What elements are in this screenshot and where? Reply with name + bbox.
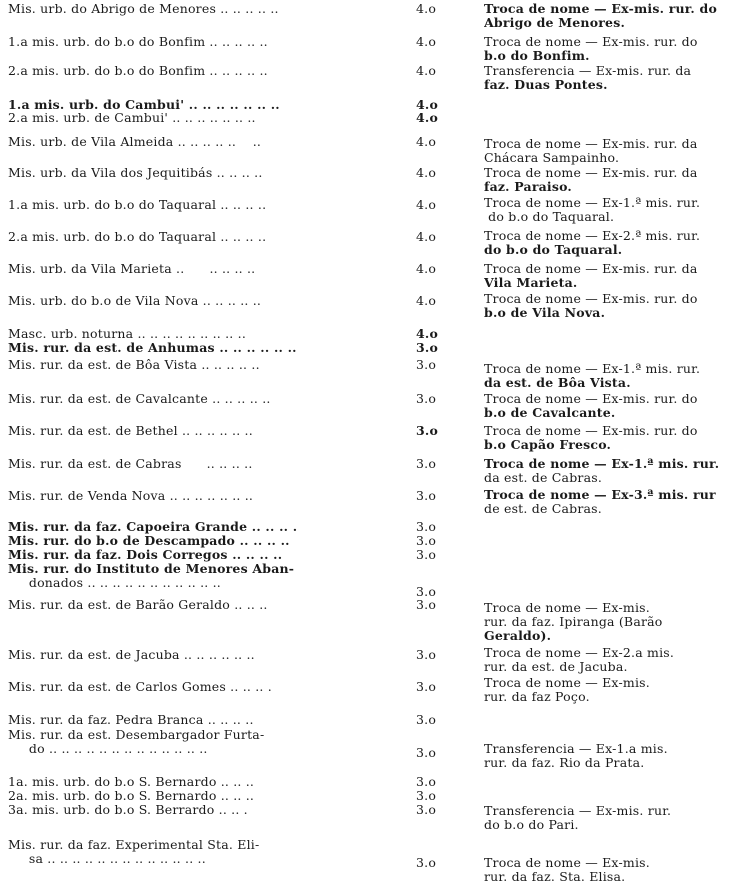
entry-name: 3a. mis. urb. do b.o S. Berrardo .. .. .	[8, 803, 248, 817]
entry-note: Transferencia — Ex-mis. rur.	[484, 804, 672, 818]
entry-name: 1.a mis. urb. do b.o do Bonfim .. .. .. .. ..	[8, 35, 268, 49]
entry-class: 4.o	[416, 110, 438, 125]
entry-name: Mis. rur. da est. de Bethel .. .. .. .. .. ..	[8, 424, 253, 438]
entry-note: Troca de nome — Ex-mis. rur. do	[484, 35, 698, 49]
entry-class: 3.o	[416, 855, 437, 870]
entry-name: Mis. rur. da est. de Anhumas .. .. .. .. .. ..	[8, 341, 297, 355]
entry-note: rur. da faz. Rio da Prata.	[484, 756, 645, 770]
entry-class: 4.o	[416, 63, 437, 78]
entry-note: Troca de nome — Ex-2.a mis.	[484, 646, 675, 660]
entry-name: donados .. .. .. .. .. .. .. .. .. .. ..	[8, 576, 221, 590]
entry-class: 3.o	[416, 802, 437, 817]
entry-name: Mis. rur. da faz. Experimental Sta. Eli-	[8, 838, 260, 852]
entry-class: 4.o	[416, 197, 437, 212]
entry-class: 4.o	[416, 326, 438, 341]
entry-name: 1.a mis. urb. do b.o do Taquaral .. .. .. ..	[8, 198, 267, 212]
entry-note: b.o Capão Fresco.	[484, 438, 612, 452]
entry-class: 3.o	[416, 597, 437, 612]
entry-class: 3.o	[416, 788, 437, 803]
entry-class: 3.o	[416, 423, 438, 438]
entry-class: 3.o	[416, 745, 437, 760]
entry-name: Mis. rur. do Instituto de Menores Aban-	[8, 562, 295, 576]
entry-name: Mis. rur. da faz. Pedra Branca .. .. .. ..	[8, 713, 254, 727]
entry-note: Transferencia — Ex-mis. rur. da	[484, 64, 692, 78]
entry-note: do b.o do Taquaral.	[484, 243, 623, 257]
entry-note: de est. de Cabras.	[484, 502, 602, 516]
entry-note: Troca de nome — Ex-3.ª mis. rur	[484, 488, 716, 502]
entry-note: Troca de nome — Ex-1.ª mis. rur.	[484, 196, 701, 210]
entry-name: Mis. rur. de Venda Nova .. .. .. .. .. .. ..	[8, 489, 254, 503]
entry-note: rur. da faz Poço.	[484, 690, 590, 704]
entry-name: Mis. urb. da Vila dos Jequitibás .. .. .. ..	[8, 166, 263, 180]
entry-class: 3.o	[416, 584, 437, 599]
entry-class: 3.o	[416, 533, 437, 548]
entry-note: da est. de Bôa Vista.	[484, 376, 631, 390]
entry-note: Chácara Sampainho.	[484, 151, 620, 165]
entry-name: Mis. rur. da est. de Jacuba .. .. .. .. .. ..	[8, 648, 255, 662]
entry-note: do b.o do Taquaral.	[484, 210, 615, 224]
entry-name: Mis. rur. da faz. Capoeira Grande .. .. .. .	[8, 520, 298, 534]
entry-name: Mis. rur. da faz. Dois Corregos .. .. .. ..	[8, 548, 283, 562]
entry-name: 2.a mis. urb. do b.o do Taquaral .. .. .. ..	[8, 230, 267, 244]
entry-name: do .. .. .. .. .. .. .. .. .. .. .. .. ..	[8, 742, 208, 756]
entry-name: 1.a mis. urb. do Cambui' .. .. .. .. .. .. ..	[8, 98, 280, 112]
entry-note: Troca de nome — Ex-mis. rur. do	[484, 424, 698, 438]
entry-class: 3.o	[416, 712, 437, 727]
entry-note: faz. Paraiso.	[484, 180, 572, 194]
entry-class: 4.o	[416, 134, 437, 149]
entry-note: rur. da faz. Sta. Elisa.	[484, 870, 626, 884]
entry-class: 3.o	[416, 456, 437, 471]
entry-note: Troca de nome — Ex-mis.	[484, 856, 650, 870]
entry-class: 4.o	[416, 165, 437, 180]
entry-name: Mis. urb. de Vila Almeida .. .. .. .. .. ..	[8, 135, 262, 149]
entry-class: 4.o	[416, 293, 437, 308]
entry-note: b.o de Cavalcante.	[484, 406, 616, 420]
entry-note: Troca de nome — Ex-mis. rur. do	[484, 292, 698, 306]
entry-class: 4.o	[416, 229, 437, 244]
entry-class: 3.o	[416, 519, 437, 534]
entry-name: Mis. urb. da Vila Marieta .. .. .. .. ..	[8, 262, 256, 276]
entry-note: Vila Marieta.	[484, 276, 578, 290]
entry-name: sa .. .. .. .. .. .. .. .. .. .. .. .. ..	[8, 852, 206, 866]
entry-class: 4.o	[416, 261, 437, 276]
entry-note: Troca de nome — Ex-mis.	[484, 676, 650, 690]
entry-note: rur. da faz. Ipiranga (Barão	[484, 615, 663, 629]
entry-class: 3.o	[416, 647, 437, 662]
entry-name: 2.a mis. urb. do b.o do Bonfim .. .. .. .. ..	[8, 64, 268, 78]
entry-note: Troca de nome — Ex-1.ª mis. rur.	[484, 362, 701, 376]
entry-name: 2.a mis. urb. de Cambui' .. .. .. .. .. .. ..	[8, 111, 256, 125]
entry-note: do b.o do Pari.	[484, 818, 579, 832]
entry-note: rur. da est. de Jacuba.	[484, 660, 628, 674]
entry-note: Troca de nome — Ex-1.ª mis. rur.	[484, 457, 720, 471]
entry-note: b.o do Bonfim.	[484, 49, 590, 63]
entry-class: 3.o	[416, 679, 437, 694]
entry-class: 4.o	[416, 34, 437, 49]
entry-name: Mis. urb. do b.o de Vila Nova .. .. .. .. ..	[8, 294, 262, 308]
entry-class: 4.o	[416, 1, 437, 16]
entry-note: b.o de Vila Nova.	[484, 306, 606, 320]
entry-class: 3.o	[416, 547, 437, 562]
entry-name: Mis. rur. do b.o de Descampado .. .. .. ..	[8, 534, 290, 548]
entry-note: Abrigo de Menores.	[484, 16, 625, 30]
entry-class: 3.o	[416, 357, 437, 372]
entry-name: Mis. rur. da est. de Cabras .. .. .. ..	[8, 457, 253, 471]
entry-name: 1a. mis. urb. do b.o S. Bernardo .. .. ..	[8, 775, 255, 789]
entry-note: Troca de nome — Ex-mis.	[484, 601, 650, 615]
entry-name: Mis. rur. da est. Desembargador Furta-	[8, 728, 265, 742]
entry-note: Geraldo).	[484, 629, 552, 643]
entry-note: Troca de nome — Ex-2.ª mis. rur.	[484, 229, 701, 243]
entry-note: Transferencia — Ex-1.a mis.	[484, 742, 668, 756]
entry-name: Mis. rur. da est. de Bôa Vista .. .. .. .. ..	[8, 358, 260, 372]
entry-class: 3.o	[416, 391, 437, 406]
entry-name: Mis. rur. da est. de Cavalcante .. .. .. .. ..	[8, 392, 271, 406]
entry-class: 4.o	[416, 97, 438, 112]
entry-note: Troca de nome — Ex-mis. rur. da	[484, 137, 698, 151]
entry-note: faz. Duas Pontes.	[484, 78, 608, 92]
entry-class: 3.o	[416, 774, 437, 789]
entry-note: Troca de nome — Ex-mis. rur. da	[484, 166, 698, 180]
entry-note: Troca de nome — Ex-mis. rur. do	[484, 392, 698, 406]
entry-class: 3.o	[416, 340, 438, 355]
entry-name: Mis. rur. da est. de Carlos Gomes .. .. .. .	[8, 680, 272, 694]
entry-note: Troca de nome — Ex-mis. rur. do	[484, 2, 717, 16]
entry-name: Mis. urb. do Abrigo de Menores .. .. .. .. ..	[8, 2, 279, 16]
entry-note: da est. de Cabras.	[484, 471, 603, 485]
entry-note: Troca de nome — Ex-mis. rur. da	[484, 262, 698, 276]
entry-name: 2a. mis. urb. do b.o S. Bernardo .. .. ..	[8, 789, 255, 803]
entry-name: Mis. rur. da est. de Barão Geraldo .. .. ..	[8, 598, 268, 612]
entry-class: 3.o	[416, 488, 437, 503]
entry-name: Masc. urb. noturna .. .. .. .. .. .. .. .. ..	[8, 327, 246, 341]
